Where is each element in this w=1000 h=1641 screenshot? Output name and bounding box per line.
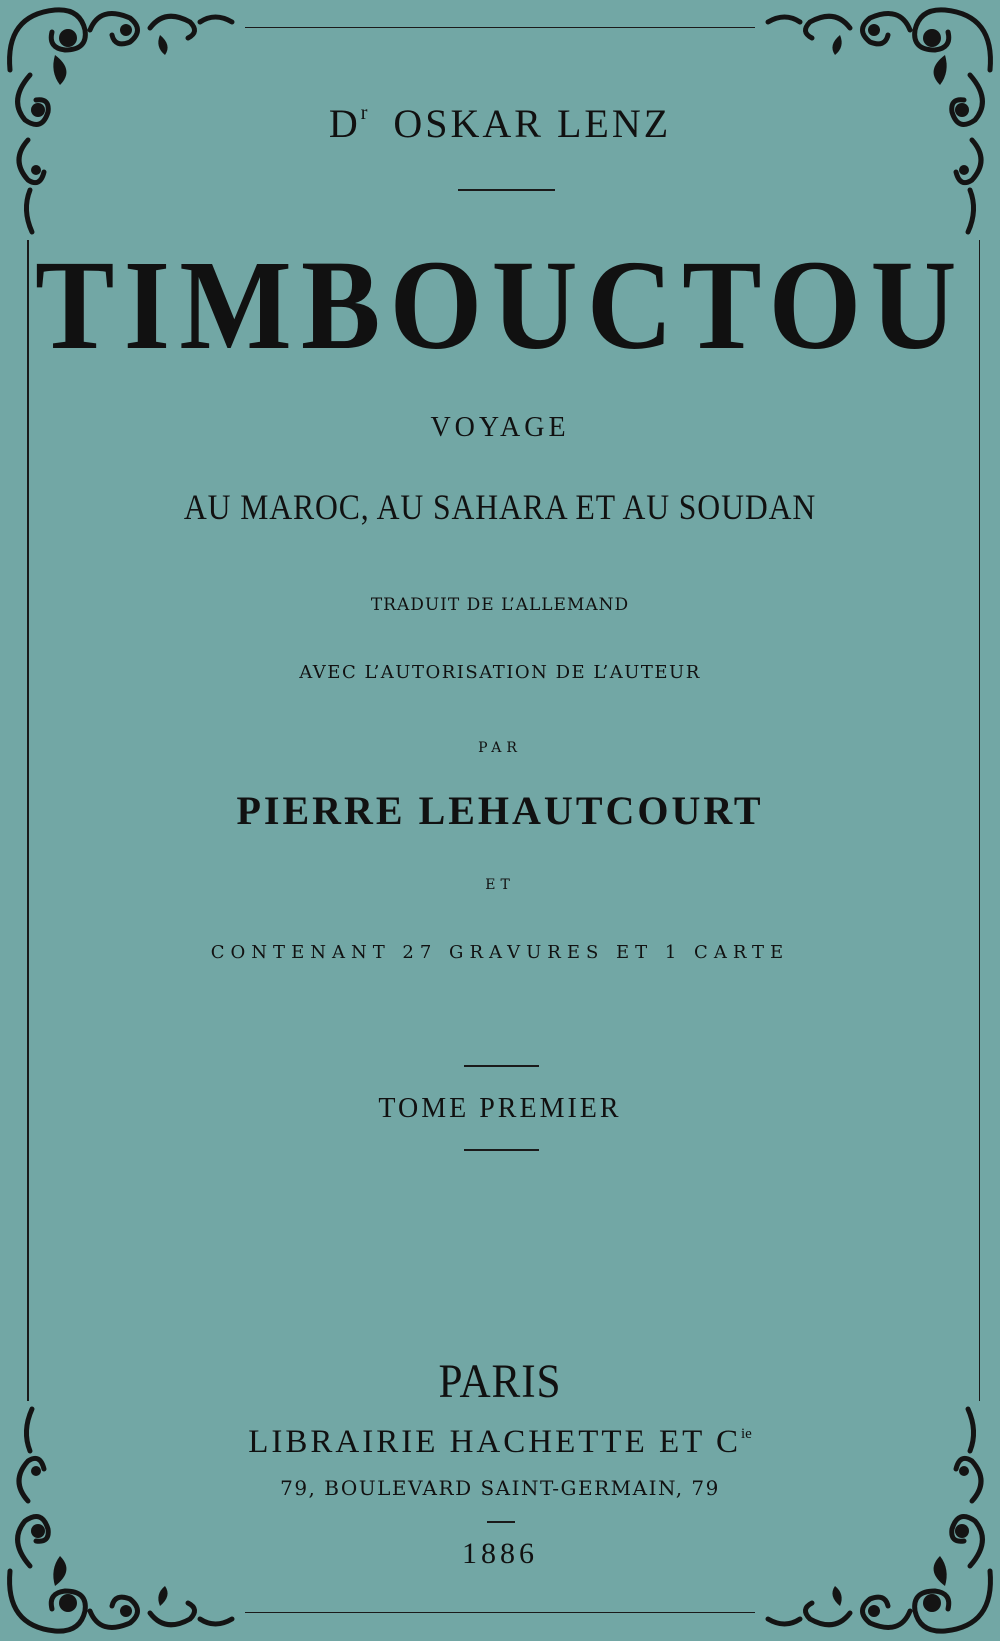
translated-from: TRADUIT DE L’ALLEMAND (370, 595, 630, 615)
contents-note: CONTENANT 27 GRAVURES ET 1 CARTE (210, 942, 790, 963)
author-prefix: D (328, 101, 361, 146)
subtitle: VOYAGE (430, 412, 570, 443)
publisher-line (0, 1424, 1000, 1461)
publisher-sup: ie (740, 1426, 752, 1442)
translator-name: PIERRE LEHAUTCOURT (236, 788, 764, 833)
frame-top-rule (245, 27, 755, 28)
by-label: PAR (478, 740, 522, 756)
author-name: OSKAR LENZ (393, 101, 672, 146)
authorization-note: AVEC L’AUTORISATION DE L’AUTEUR (299, 662, 701, 683)
volume-label: TOME PREMIER (378, 1093, 622, 1124)
publisher-name: LIBRAIRIE HACHETTE ET C (248, 1424, 741, 1460)
divider-rule (464, 1065, 539, 1067)
author-prefix-sup: r (360, 102, 368, 124)
book-title: TIMBOUCTOU (35, 234, 966, 376)
subtitle-line-2: AU MAROC, AU SAHARA ET AU SOUDAN (183, 487, 817, 527)
frame-bottom-rule (245, 1612, 755, 1613)
divider-rule (464, 1149, 539, 1151)
and-label: ET (485, 877, 515, 893)
publisher-address: 79, BOULEVARD SAINT-GERMAIN, 79 (280, 1476, 720, 1500)
publication-year: 1886 (462, 1537, 538, 1570)
divider-rule (458, 189, 555, 191)
divider-rule (487, 1521, 515, 1523)
imprint-city: PARIS (438, 1355, 562, 1408)
author-line (0, 100, 1000, 147)
